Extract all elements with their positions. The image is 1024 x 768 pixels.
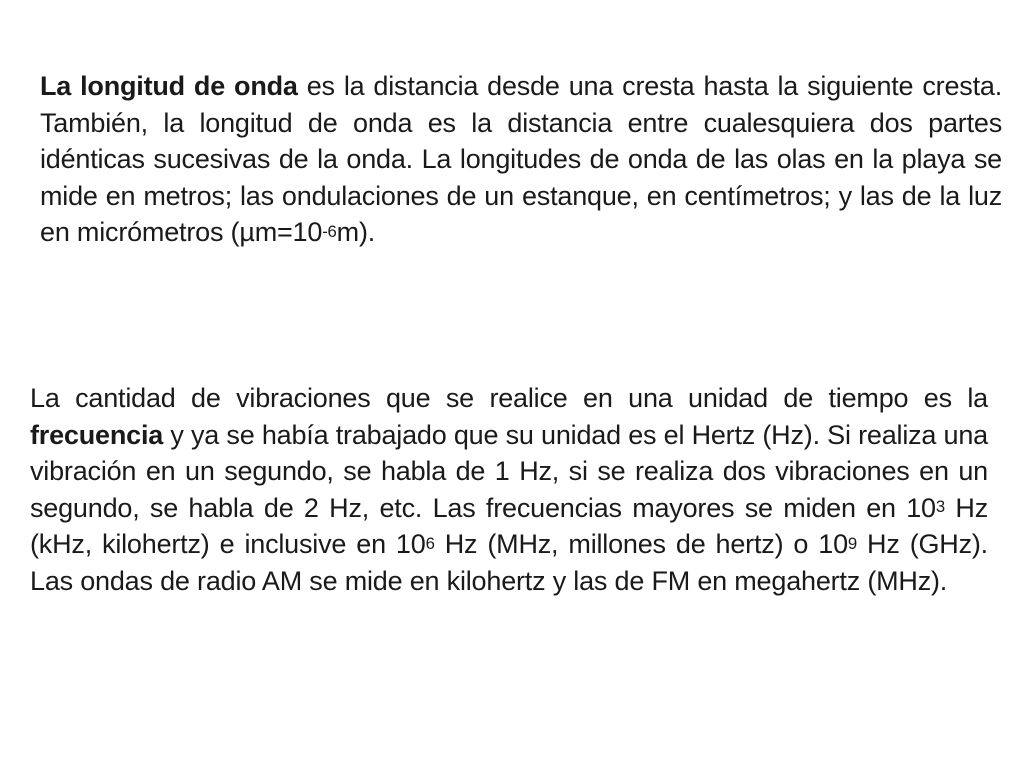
wavelength-text-1: es la distancia desde una cresta hasta la siguiente cresta. También, la longitud de onda es la distancia entre cualesquiera dos partes idénticas sucesivas de la onda. La longitudes de onda de las olas en la playa se mide en metros; las ondulaciones de un estanque, en centímetros; y las de la luz en micrómetros (µm=10 <box>40 71 1002 247</box>
mhz-exponent: 6 <box>425 533 435 553</box>
frequency-text-1: La cantidad de vibraciones que se realice en una unidad de tiempo es la <box>30 383 988 413</box>
frequency-text-2: y ya se había trabajado que su unidad es el Hertz (Hz). Si realiza una vibración en un segundo, se habla de 1 Hz, si se realiza dos vibraciones en un segundo, se habla de 2 Hz, etc. Las frecuencias mayores se miden en 10 <box>30 419 988 523</box>
frequency-text-3: Hz (kHz, kilohertz) e inclusive en 10 <box>30 492 988 559</box>
ghz-exponent: 9 <box>847 533 858 553</box>
frequency-text-5: Hz (GHz). Las ondas de radio AM se mide en kilohertz y las de FM en megahertz (MHz). <box>30 529 988 596</box>
khz-exponent: 3 <box>935 497 945 517</box>
micrometer-exponent: -6 <box>322 221 337 241</box>
frequency-term: frecuencia <box>30 419 164 450</box>
wavelength-text-2: m). <box>336 217 376 247</box>
wavelength-paragraph <box>40 68 1002 251</box>
frequency-text-4: Hz (MHz, millones de hertz) o 10 <box>434 529 848 559</box>
wavelength-term: La longitud de onda <box>40 71 298 101</box>
frequency-paragraph <box>30 380 988 599</box>
